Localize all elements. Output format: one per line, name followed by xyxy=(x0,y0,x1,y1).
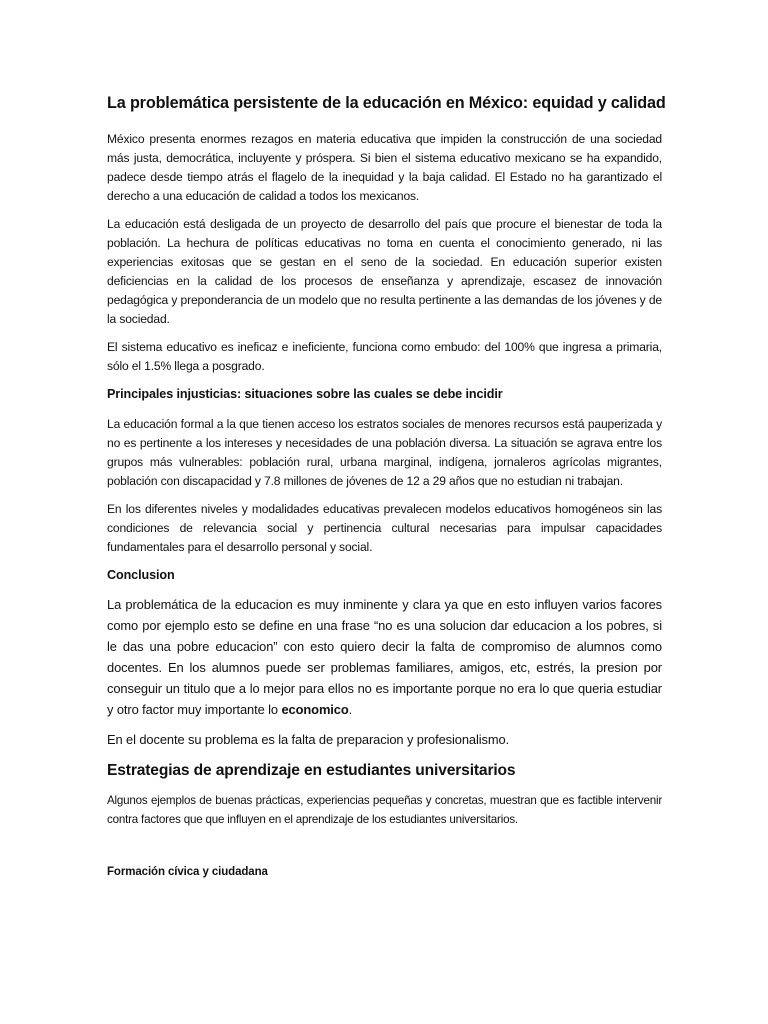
injusticias-paragraph-2: En los diferentes niveles y modalidades educativas prevalecen modelos educativos homogéneos sin las condiciones de relevancia social y pertinencia cultural necesarias para impulsar capacidades fundamentales para el desarrollo personal y social. xyxy=(107,502,662,554)
document-title: La problemática persistente de la educación en México: equidad y calidad xyxy=(107,94,666,112)
intro-paragraph-3: El sistema educativo es ineficaz e ineficiente, funciona como embudo: del 100% que ingresa a primaria, sólo el 1.5% llega a posgrado. xyxy=(107,340,662,373)
document-content xyxy=(107,93,666,893)
estrategias-heading: Estrategias de aprendizaje en estudiantes universitarios xyxy=(107,762,516,779)
injusticias-heading: Principales injusticias: situaciones sobre las cuales se debe incidir xyxy=(107,387,503,401)
conclusion-paragraph-1-end: . xyxy=(348,702,353,717)
injusticias-paragraph-1: La educación formal a la que tienen acceso los estratos sociales de menores recursos está pauperizada y no es pertinente a los intereses y necesidades de una población diversa. La situación se agrava entre los grupos más vulnerables: población rural, urbana marginal, indígena, jornaleros agrícolas migrantes, población con discapacidad y 7.8 millones de jóvenes de 12 a 29 años que no estudian ni trabajan. xyxy=(107,417,662,488)
conclusion-paragraph-2: En el docente su problema es la falta de preparacion y profesionalismo. xyxy=(107,732,510,747)
intro-paragraph-1: México presenta enormes rezagos en materia educativa que impiden la construcción de una sociedad más justa, democrática, incluyente y próspera. Si bien el sistema educativo mexicano se ha expandido, padece desde tiempo atrás el flagelo de la inequidad y la baja calidad. El Estado no ha garantizado el derecho a una educación de calidad a todos los mexicanos. xyxy=(107,132,662,203)
estrategias-paragraph: Algunos ejemplos de buenas prácticas, experiencias pequeñas y concretas, muestran que es factible intervenir contra factores que que influyen en el aprendizaje de los estudiantes universitarios. xyxy=(107,794,662,826)
formacion-heading: Formación cívica y ciudadana xyxy=(107,866,268,878)
conclusion-paragraph-1 xyxy=(107,594,662,720)
conclusion-heading: Conclusion xyxy=(107,568,175,582)
intro-paragraph-2: La educación está desligada de un proyecto de desarrollo del país que procure el bienestar de toda la población. La hechura de políticas educativas no toma en cuenta el conocimiento generado, ni las experiencias exitosas que se gestan en el seno de la sociedad. En educación superior existen deficiencias en la calidad de los procesos de enseñanza y aprendizaje, escasez de innovación pedagógica y preponderancia de un modelo que no resulta pertinente a las demandas de los jóvenes y de la sociedad. xyxy=(107,217,662,326)
conclusion-bold-word: economico xyxy=(281,702,349,717)
conclusion-paragraph-1-text: La problemática de la educacion es muy inminente y clara ya que en esto influyen varios facores como por ejemplo esto se define en una frase “no es una solucion dar educacion a los pobres, si le das una pobre educacion” con esto quiero decir la falta de compromiso de alumnos como docentes. En los alumnos puede ser problemas familiares, amigos, etc, estrés, la presion por conseguir un titulo que a lo mejor para ellos no es importante porque no era lo que queria estudiar y otro factor muy importante lo xyxy=(107,597,662,717)
